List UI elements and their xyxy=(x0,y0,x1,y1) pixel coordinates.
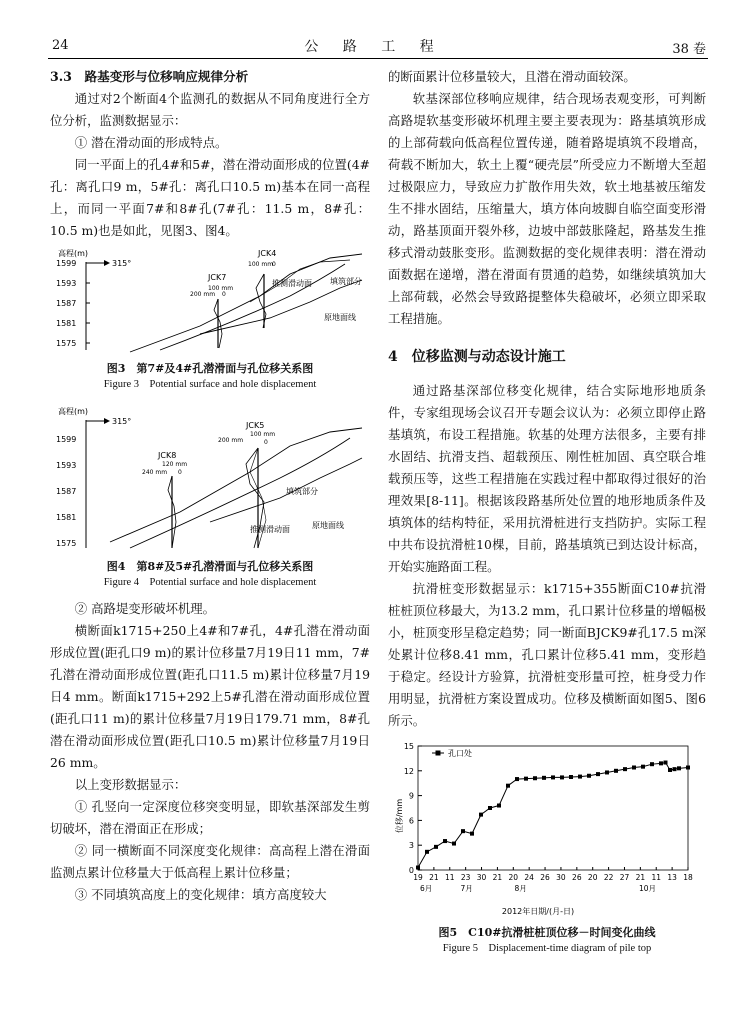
figure-3-caption: 图3 第7#及4#孔潜滑面与孔位移关系图 xyxy=(106,362,314,375)
fig4-north: 315° xyxy=(112,417,132,426)
x-month-label: 10月 xyxy=(638,884,657,893)
fig3-ytick: 1575 xyxy=(56,339,77,348)
x-tick-label: 21 xyxy=(635,873,646,882)
y-tick-label: 0 xyxy=(408,866,414,875)
figure-3-caption-en: Figure 3 Potential surface and hole displacement xyxy=(103,379,317,390)
fig4-jck5: JCK5 xyxy=(246,421,265,430)
paragraph: 的断面累计位移量较大，且潜在滑动面较深。 xyxy=(388,69,636,84)
chart-legend-label: 孔口处 xyxy=(448,749,472,758)
paragraph: 通过对2个断面4个监测孔的数据从不同角度进行全方位分析，监测数据显示： xyxy=(50,91,370,128)
data-point xyxy=(551,775,555,779)
x-tick-label: 21 xyxy=(429,873,439,882)
fig4-scale: 200 mm xyxy=(218,437,244,444)
data-point xyxy=(668,768,672,772)
x-month-label: 6月 xyxy=(419,884,433,893)
y-tick-label: 6 xyxy=(408,816,414,826)
fig3-fill-label: 填筑部分 xyxy=(330,277,362,286)
paragraph: 软基深部位移响应规律，结合现场表观变形，可判断高路堤软基变形破坏机理主要主要表现为：路基填筑形成的上部荷载向低高程位置传递，随着路堤填筑不段增高，荷载不断加大，软土上覆“硬壳层”所受应力不断增大至超过极限应力，导致应力扩散作用失效，软土地基被压缩发生不排水固结，压缩量大，填方体向坡脚自临空面变形滑动，路基顶面开裂外移，边坡中部鼓胀隆起，路基发生推移式滑动鼓胀变形。监测数据的变化规律表明：潜在滑动面数据在递增，潜在滑面有贯通的趋势，如继续填筑加大上部荷载，必然会导致路提整体失稳破坏，必须立即采取工程措施。 xyxy=(388,91,706,326)
data-point xyxy=(560,775,564,779)
x-tick-label: 23 xyxy=(460,873,471,882)
fig4-slide-label: 推测滑动面 xyxy=(250,525,290,534)
x-month-label: 7月 xyxy=(460,884,473,893)
paragraph: ② 高路堤变形破坏机理。 xyxy=(74,601,216,616)
paragraph: ② 同一横断面不同深度变化规律：高高程上潜在滑面监测点累计位移量大于低高程上累计位移量； xyxy=(50,843,370,880)
paragraph: 以上变形数据显示： xyxy=(74,777,187,792)
data-point xyxy=(461,829,465,833)
header-rule xyxy=(48,58,708,59)
data-point xyxy=(443,839,447,843)
paragraph: ③ 不同填筑高度上的变化规律：填方高度较大 xyxy=(74,887,327,902)
data-point xyxy=(416,866,420,870)
figure-5-caption-en: Figure 5 Displacement-time diagram of pile top xyxy=(442,943,652,954)
fig3-jck7: JCK7 xyxy=(208,273,227,282)
figure-3-plot xyxy=(50,244,370,354)
right-column xyxy=(388,66,706,956)
figure-5 xyxy=(388,740,706,956)
chart-x-label: 2012年日期/(月-日) xyxy=(501,907,575,916)
fig3-scale: 200 mm xyxy=(190,291,216,298)
data-point xyxy=(533,776,537,780)
x-tick-label: 24 xyxy=(524,873,534,882)
data-point xyxy=(479,813,483,817)
data-point xyxy=(515,777,519,781)
data-point xyxy=(497,804,501,808)
figure-4-caption: 图4 第8#及5#孔潜滑面与孔位移关系图 xyxy=(106,560,314,573)
fig3-scale: 0 xyxy=(272,261,276,268)
fig3-ylabel: 高程(m) xyxy=(58,249,89,258)
data-point xyxy=(524,777,528,781)
fig3-scale: 100 mm xyxy=(248,261,274,268)
x-tick-label: 22 xyxy=(603,873,614,882)
section-heading-4: 4 位移监测与动态设计施工 xyxy=(388,349,566,365)
figure-4-plot xyxy=(50,402,370,552)
left-column xyxy=(50,66,370,906)
data-point xyxy=(605,770,609,774)
y-tick-label: 9 xyxy=(408,791,414,801)
data-point xyxy=(470,832,474,836)
fig3-ytick: 1587 xyxy=(56,299,77,308)
figure-4 xyxy=(50,402,370,590)
x-tick-label: 19 xyxy=(413,873,423,882)
fig3-scale: 100 mm xyxy=(208,285,234,292)
data-point xyxy=(623,767,627,771)
x-tick-label: 11 xyxy=(651,873,662,882)
fig4-fill-label: 填筑部分 xyxy=(286,487,318,496)
page-header xyxy=(0,0,748,60)
data-point xyxy=(664,761,668,765)
chart-frame xyxy=(418,746,688,870)
paragraph: 抗滑桩变形数据显示：k1715+355断面C10#抗滑桩桩顶位移最大，为13.2 mm，孔口累计位移量的增幅极小，桩顶变形呈稳定趋势；同一断面BJCK9#孔17.5 m深处累计位移8.41 mm，孔口累计位移5.41 mm，变形趋于稳定。经设计方验算，抗滑桩变形量可控，桩身受力作用明显，抗滑桩方案设置成功。位移及横断面如图5、图6所示。 xyxy=(388,581,706,728)
x-tick-label: 13 xyxy=(667,873,677,882)
data-point xyxy=(452,842,456,846)
fig4-ytick: 1599 xyxy=(56,435,77,444)
fig4-ytick: 1575 xyxy=(56,539,77,548)
data-point xyxy=(569,775,573,779)
fig4-ytick: 1587 xyxy=(56,487,77,496)
fig3-ytick: 1599 xyxy=(56,259,77,268)
chart-y-label: 位移/mm xyxy=(395,798,404,834)
x-tick-label: 21 xyxy=(492,873,503,882)
fig4-scale: 0 xyxy=(178,469,182,476)
fig4-scale: 120 mm xyxy=(162,461,188,468)
fig4-scale: 100 mm xyxy=(250,431,276,438)
fig4-ytick: 1581 xyxy=(56,513,77,522)
paragraph: 同一平面上的孔4#和5#，潜在滑动面形成的位置(4#孔：离孔口9 m，5#孔：离孔口10.5 m)基本在同一高程上，而同一平面7#和8#孔(7#孔：11.5 m，8#孔：10.5 m)也是如此，见图3、图4。 xyxy=(50,157,370,238)
figure-5-caption: 图5 C10#抗滑桩桩顶位移－时间变化曲线 xyxy=(438,926,656,939)
x-tick-label: 18 xyxy=(683,873,693,882)
fig3-scale: 0 xyxy=(222,291,226,298)
x-tick-label: 26 xyxy=(540,873,550,882)
data-point xyxy=(596,772,600,776)
paragraph: 通过路基深部位移变化规律，结合实际地形地质条件，专家组现场会议召开专题会议认为：必须立即停止路基填筑，布设工程措施。软基的处理方法很多，主要有排水固结、抗滑支挡、超载预压、刚性桩加固、真空联合堆载预压等，这些工程措施在实践过程中都取得过很好的治理效果[8-11]。根据该段路基所处位置的地形地质条件及填筑体的结构特征，采用抗滑桩进行支挡防护。实际工程中共布设抗滑桩10棵，目前，路基填筑已到达设计标高，开始实施路面工程。 xyxy=(388,383,706,574)
data-point xyxy=(677,766,681,770)
fig4-scale: 240 mm xyxy=(142,469,168,476)
x-tick-label: 30 xyxy=(556,873,566,882)
paragraph: ① 孔竖向一定深度位移突变明显，即软基深部发生剪切破坏，潜在滑面正在形成； xyxy=(50,799,370,836)
section-heading-3-3: 3.3 路基变形与位移响应规律分析 xyxy=(50,69,249,84)
x-tick-label: 26 xyxy=(572,873,582,882)
x-tick-label: 20 xyxy=(508,873,519,882)
data-point xyxy=(641,765,645,769)
data-point xyxy=(659,761,663,765)
y-tick-label: 3 xyxy=(408,841,414,851)
y-tick-label: 12 xyxy=(403,766,414,776)
data-point xyxy=(578,775,582,779)
paragraph: ① 潜在滑动面的形成特点。 xyxy=(74,135,228,150)
fig4-ytick: 1593 xyxy=(56,461,77,470)
data-point xyxy=(542,776,546,780)
x-tick-label: 30 xyxy=(476,873,487,882)
fig3-ground-label: 原地面线 xyxy=(324,313,356,322)
data-point xyxy=(425,850,429,854)
y-tick-label: 15 xyxy=(403,742,414,751)
data-point xyxy=(632,765,636,769)
x-tick-label: 27 xyxy=(619,873,630,882)
x-tick-label: 11 xyxy=(444,873,455,882)
data-point xyxy=(614,769,618,773)
fig3-north: 315° xyxy=(112,259,132,268)
fig3-ytick: 1581 xyxy=(56,319,77,328)
data-point xyxy=(506,784,510,788)
fig3-slide-label: 推测滑动面 xyxy=(272,279,312,288)
figure-4-caption-en: Figure 4 Potential surface and hole displacement xyxy=(103,577,317,588)
fig4-ylabel: 高程(m) xyxy=(58,407,89,416)
page-number: 24 xyxy=(52,38,69,53)
x-month-label: 8月 xyxy=(514,884,527,893)
fig3-ytick: 1593 xyxy=(56,279,77,288)
volume: 38 卷 xyxy=(672,42,706,57)
legend-marker xyxy=(436,751,441,756)
fig4-scale: 0 xyxy=(264,439,268,446)
fig3-jck4: JCK4 xyxy=(258,249,277,258)
data-point xyxy=(434,845,438,849)
data-point xyxy=(673,767,677,771)
figure-3 xyxy=(50,244,370,392)
figure-5-chart xyxy=(388,740,706,918)
paragraph: 横断面k1715+250上4#和7#孔，4#孔潜在滑动面形成位置(距孔口9 m)的累计位移量7月19日11 mm，7#孔潜在滑动面形成位置(距孔口11.5 m)累计位移量7月19日4 mm。断面k1715+292上5#孔潜在滑动面形成位置(距孔口11 m)的累计位移量7月19日179.71 mm，8#孔潜在滑动面形成位置(距孔口10.5 m)累计位移量7月19日26 mm。 xyxy=(50,623,370,770)
data-point xyxy=(686,765,690,769)
data-point xyxy=(488,806,492,810)
journal-title: 公 路 工 程 xyxy=(304,39,444,55)
fig4-jck8: JCK8 xyxy=(158,451,177,460)
x-tick-label: 20 xyxy=(587,873,598,882)
fig4-ground-label: 原地面线 xyxy=(312,521,344,530)
data-point xyxy=(650,762,654,766)
data-point xyxy=(587,774,591,778)
